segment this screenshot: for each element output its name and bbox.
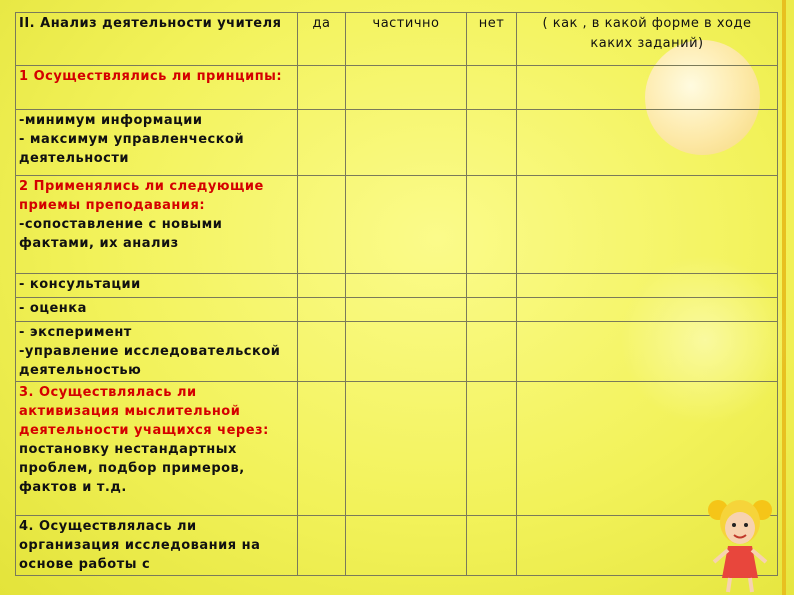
criterion-text: 4. Осуществлялась ли организация исследования на основе работы с xyxy=(19,519,261,572)
answer-yes-cell[interactable] xyxy=(298,110,346,176)
table-row xyxy=(16,274,778,298)
criterion-cell xyxy=(16,66,298,110)
answer-how-cell[interactable] xyxy=(517,110,778,176)
criterion-text: -управление исследовательской деятельностью xyxy=(19,344,281,378)
answer-no-cell[interactable] xyxy=(467,298,517,322)
answer-how-cell[interactable] xyxy=(517,176,778,274)
criterion-text: 2 Применялись ли следующие приемы преподавания: xyxy=(19,179,264,213)
answer-no-cell[interactable] xyxy=(467,274,517,298)
criterion-cell xyxy=(16,322,298,382)
criterion-cell xyxy=(16,382,298,516)
criterion-text: -сопоставление с новыми фактами, их анализ xyxy=(19,217,223,251)
criterion-cell xyxy=(16,176,298,274)
answer-yes-cell[interactable] xyxy=(298,516,346,576)
criterion-cell xyxy=(16,274,298,298)
answer-how-cell[interactable] xyxy=(517,66,778,110)
col-partly-header: частично xyxy=(346,13,467,66)
answer-partly-cell[interactable] xyxy=(346,66,467,110)
answer-yes-cell[interactable] xyxy=(298,322,346,382)
analysis-table xyxy=(15,12,778,576)
table-row xyxy=(16,110,778,176)
col-yes-header: да xyxy=(298,13,346,66)
answer-partly-cell[interactable] xyxy=(346,382,467,516)
answer-partly-cell[interactable] xyxy=(346,176,467,274)
answer-no-cell[interactable] xyxy=(467,176,517,274)
answer-no-cell[interactable] xyxy=(467,110,517,176)
criterion-text: 1 Осуществлялись ли принципы: xyxy=(19,69,283,84)
answer-partly-cell[interactable] xyxy=(346,322,467,382)
criterion-text: постановку нестандартных проблем, подбор примеров, фактов и т.д. xyxy=(19,442,245,495)
answer-yes-cell[interactable] xyxy=(298,66,346,110)
answer-no-cell[interactable] xyxy=(467,322,517,382)
criterion-text: 3. Осуществлялась ли активизация мыслительной деятельности учащихся через: xyxy=(19,385,269,438)
answer-how-cell[interactable] xyxy=(517,298,778,322)
criterion-cell xyxy=(16,110,298,176)
table-row xyxy=(16,66,778,110)
table-row xyxy=(16,382,778,516)
criterion-text: - максимум управленческой деятельности xyxy=(19,132,245,166)
answer-yes-cell[interactable] xyxy=(298,298,346,322)
table-row xyxy=(16,516,778,576)
criterion-cell xyxy=(16,516,298,576)
answer-how-cell[interactable] xyxy=(517,322,778,382)
answer-partly-cell[interactable] xyxy=(346,110,467,176)
criterion-cell xyxy=(16,298,298,322)
table-row xyxy=(16,176,778,274)
col-how-header: ( как , в какой форме в ходе каких заданий) xyxy=(517,13,778,66)
criterion-text: - оценка xyxy=(19,301,87,316)
answer-yes-cell[interactable] xyxy=(298,176,346,274)
answer-yes-cell[interactable] xyxy=(298,274,346,298)
answer-how-cell[interactable] xyxy=(517,274,778,298)
answer-no-cell[interactable] xyxy=(467,382,517,516)
criterion-text: - консультации xyxy=(19,277,141,292)
criterion-text: -минимум информации xyxy=(19,113,203,128)
table-header-row xyxy=(16,13,778,66)
cartoon-girl-image xyxy=(700,490,780,595)
table-row xyxy=(16,298,778,322)
answer-no-cell[interactable] xyxy=(467,516,517,576)
answer-no-cell[interactable] xyxy=(467,66,517,110)
section-title: II. Анализ деятельности учителя xyxy=(16,13,298,66)
answer-yes-cell[interactable] xyxy=(298,382,346,516)
answer-partly-cell[interactable] xyxy=(346,298,467,322)
col-no-header: нет xyxy=(467,13,517,66)
criterion-text: - эксперимент xyxy=(19,325,132,340)
answer-partly-cell[interactable] xyxy=(346,274,467,298)
table-row xyxy=(16,322,778,382)
answer-partly-cell[interactable] xyxy=(346,516,467,576)
